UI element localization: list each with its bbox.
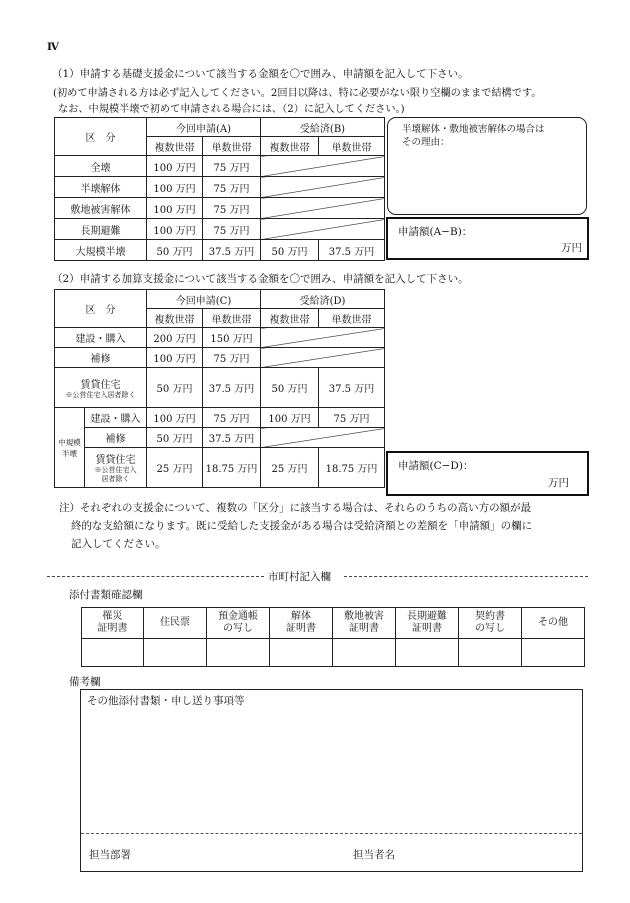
row-label: 補修 — [55, 348, 147, 368]
check-cell[interactable] — [459, 639, 522, 667]
doc-label-line1: その他 — [538, 617, 568, 628]
check-cell[interactable] — [522, 639, 585, 667]
doc-label-line2: の写し — [223, 623, 253, 634]
disabled-cell — [261, 156, 385, 177]
doc-label-line2: 証明書 — [412, 623, 442, 634]
doc-header-cell — [522, 608, 585, 639]
doc-header-cell — [270, 608, 333, 639]
doc-label-line1: 罹災 — [102, 611, 123, 622]
person-label: 担当者名 — [353, 849, 395, 861]
remarks-box[interactable] — [80, 689, 583, 872]
amount-cell[interactable]: 50 万円 — [147, 368, 203, 408]
check-cell[interactable] — [82, 639, 144, 667]
sub-single: 単数世帯 — [203, 137, 261, 156]
doc-label-line1: 長期避難 — [407, 611, 447, 622]
amount-cell[interactable]: 100 万円 — [147, 348, 203, 368]
disabled-cell — [261, 328, 385, 348]
check-cell[interactable] — [144, 639, 207, 667]
header-received-b: 受給済(B) — [261, 118, 385, 137]
attached-docs-table — [81, 607, 585, 667]
amount-cell[interactable]: 75 万円 — [203, 156, 261, 177]
table-row — [55, 348, 385, 368]
table-row — [55, 240, 385, 261]
table-row — [55, 428, 385, 448]
part1-note-line1: (初めて申請される方は必ず記入してください。2回目以降は、特に必要がない限り空欄のままで結構です。 — [53, 88, 542, 99]
part1-heading: （1）申請する基礎支援金について該当する金額を〇で囲み、申請額を記入して下さい。 — [52, 68, 469, 80]
doc-label-line1: 敷地被害 — [344, 611, 384, 622]
reason-label-line2: その理由： — [402, 137, 450, 148]
remarks-title: 備考欄 — [69, 676, 101, 688]
amount-cell[interactable]: 150 万円 — [203, 328, 261, 348]
header-kubun: 区 分 — [55, 118, 147, 156]
check-cell[interactable] — [333, 639, 396, 667]
doc-label-line2: の写し — [475, 623, 505, 634]
amount-cell[interactable]: 75 万円 — [203, 177, 261, 198]
rent-note: 居者除く — [101, 475, 130, 483]
section-number: Ⅳ — [47, 41, 59, 53]
amount-cell[interactable]: 75 万円 — [203, 408, 261, 428]
doc-header-cell — [333, 608, 396, 639]
doc-header-cell — [82, 608, 144, 639]
amount-cell[interactable]: 25 万円 — [261, 448, 319, 488]
mid-scale-group-label — [55, 408, 85, 488]
amount-cell[interactable]: 100 万円 — [147, 156, 203, 177]
amount-cell[interactable]: 37.5 万円 — [203, 428, 261, 448]
doc-header-cell — [396, 608, 459, 639]
footnote-line2: 終的な支給額になります。既に受給した支援金がある場合は受給済額との差額を「申請額」の欄に — [71, 520, 533, 532]
rent-note: ※公営住宅入 — [94, 466, 137, 474]
doc-label-line1: 住民票 — [160, 617, 190, 628]
amount-cell[interactable]: 50 万円 — [147, 240, 203, 261]
apply-amount-ab-label: 申請額(A−B)： — [398, 226, 473, 238]
rent-label: 賃貸住宅 — [95, 455, 136, 466]
amount-cell[interactable]: 200 万円 — [147, 328, 203, 348]
amount-cell[interactable]: 37.5 万円 — [319, 240, 385, 261]
table-row — [55, 219, 385, 240]
sub-multi: 複数世帯 — [261, 309, 319, 328]
doc-header-cell — [459, 608, 522, 639]
doc-label-line2: 証明書 — [286, 623, 316, 634]
row-label: 全壊 — [55, 156, 147, 177]
header-current-c: 今回申請(C) — [147, 290, 261, 309]
row-label: 長期避難 — [55, 219, 147, 240]
disabled-cell — [261, 198, 385, 219]
remarks-label: その他添付書類・申し送り事項等 — [87, 695, 245, 707]
doc-header-cell — [207, 608, 270, 639]
part1-note-line2: なお、中規模半壊で初めて申請される場合には、（2）に記入してください。) — [58, 104, 405, 115]
remarks-divider — [81, 833, 582, 834]
amount-cell[interactable]: 100 万円 — [147, 177, 203, 198]
docs-header-row — [82, 608, 585, 639]
amount-cell[interactable]: 75 万円 — [203, 198, 261, 219]
header-current-a: 今回申請(A) — [147, 118, 261, 137]
basic-support-table — [54, 117, 385, 261]
sub-single: 単数世帯 — [319, 137, 385, 156]
row-label — [55, 368, 147, 408]
amount-cell[interactable]: 75 万円 — [203, 219, 261, 240]
amount-cell[interactable]: 75 万円 — [203, 348, 261, 368]
sub-multi: 複数世帯 — [147, 309, 203, 328]
amount-cell[interactable]: 50 万円 — [261, 240, 319, 261]
footnote-line1: 注）それぞれの支援金について、複数の「区分」に該当する場合は、それらのうちの高い方の額が最 — [59, 502, 532, 514]
municipal-section-label: 市町村記入欄 — [268, 571, 331, 583]
divider-left — [47, 576, 264, 577]
disabled-cell — [261, 348, 385, 368]
amount-cell[interactable]: 25 万円 — [147, 448, 203, 488]
check-cell[interactable] — [396, 639, 459, 667]
amount-cell[interactable]: 37.5 万円 — [203, 368, 261, 408]
amount-cell[interactable]: 100 万円 — [147, 408, 203, 428]
doc-header-cell — [144, 608, 207, 639]
sub-single: 単数世帯 — [203, 309, 261, 328]
amount-cell[interactable]: 18.75 万円 — [203, 448, 261, 488]
divider-right — [344, 576, 588, 577]
mid-group-line1: 中規模 — [58, 437, 81, 447]
footnote-line3: 記入してください。 — [71, 538, 166, 550]
table-row — [55, 156, 385, 177]
doc-label-line1: 契約書 — [475, 611, 505, 622]
amount-cell[interactable]: 50 万円 — [147, 428, 203, 448]
row-label: 建設・購入 — [55, 328, 147, 348]
apply-amount-cd-unit: 万円 — [548, 477, 569, 489]
row-label: 半壊解体 — [55, 177, 147, 198]
table-row — [55, 408, 385, 428]
disabled-cell — [261, 219, 385, 240]
sub-single: 単数世帯 — [319, 309, 385, 328]
header-kubun: 区 分 — [55, 290, 147, 328]
docs-title: 添付書類確認欄 — [69, 589, 143, 601]
row-label: 建設・購入 — [85, 408, 147, 428]
row-label — [85, 448, 147, 488]
amount-cell[interactable]: 37.5 万円 — [319, 368, 385, 408]
table-row — [55, 368, 385, 408]
doc-label-line2: 証明書 — [97, 623, 128, 634]
row-label: 補修 — [85, 428, 147, 448]
additional-support-table — [54, 289, 385, 488]
part2-heading: （2）申請する加算支援金について該当する金額を〇で囲み、申請額を記入して下さい。 — [52, 273, 469, 285]
doc-label-line1: 解体 — [291, 611, 311, 622]
header-received-d: 受給済(D) — [261, 290, 385, 309]
reason-label-line1: 半壊解体・敷地被害解体の場合は — [402, 124, 545, 135]
row-label: 大規模半壊 — [55, 240, 147, 261]
check-cell[interactable] — [270, 639, 333, 667]
table-row — [55, 448, 385, 488]
doc-label-line1: 預金通帳 — [218, 611, 258, 622]
amount-cell[interactable]: 100 万円 — [147, 198, 203, 219]
amount-cell[interactable]: 75 万円 — [319, 408, 385, 428]
apply-amount-ab-unit: 万円 — [561, 242, 582, 254]
rent-label: 賃貸住宅 — [80, 379, 121, 391]
disabled-cell — [261, 428, 385, 448]
amount-cell[interactable]: 37.5 万円 — [203, 240, 261, 261]
table-row — [55, 328, 385, 348]
doc-label-line2: 証明書 — [349, 623, 379, 634]
sub-multi: 複数世帯 — [147, 137, 203, 156]
table-row — [55, 198, 385, 219]
apply-amount-cd-label: 申請額(C−D)： — [398, 460, 474, 472]
disabled-cell — [261, 177, 385, 198]
mid-group-line2: 半壊 — [62, 448, 77, 458]
row-label: 敷地被害解体 — [55, 198, 147, 219]
sub-multi: 複数世帯 — [261, 137, 319, 156]
amount-cell[interactable]: 18.75 万円 — [319, 448, 385, 488]
dept-label: 担当部署 — [89, 849, 131, 861]
amount-cell[interactable]: 100 万円 — [147, 219, 203, 240]
check-cell[interactable] — [207, 639, 270, 667]
table-row — [55, 177, 385, 198]
amount-cell[interactable]: 100 万円 — [261, 408, 319, 428]
docs-check-row — [82, 639, 585, 667]
rent-note: ※公営住宅入居者除く — [65, 390, 136, 399]
amount-cell[interactable]: 50 万円 — [261, 368, 319, 408]
